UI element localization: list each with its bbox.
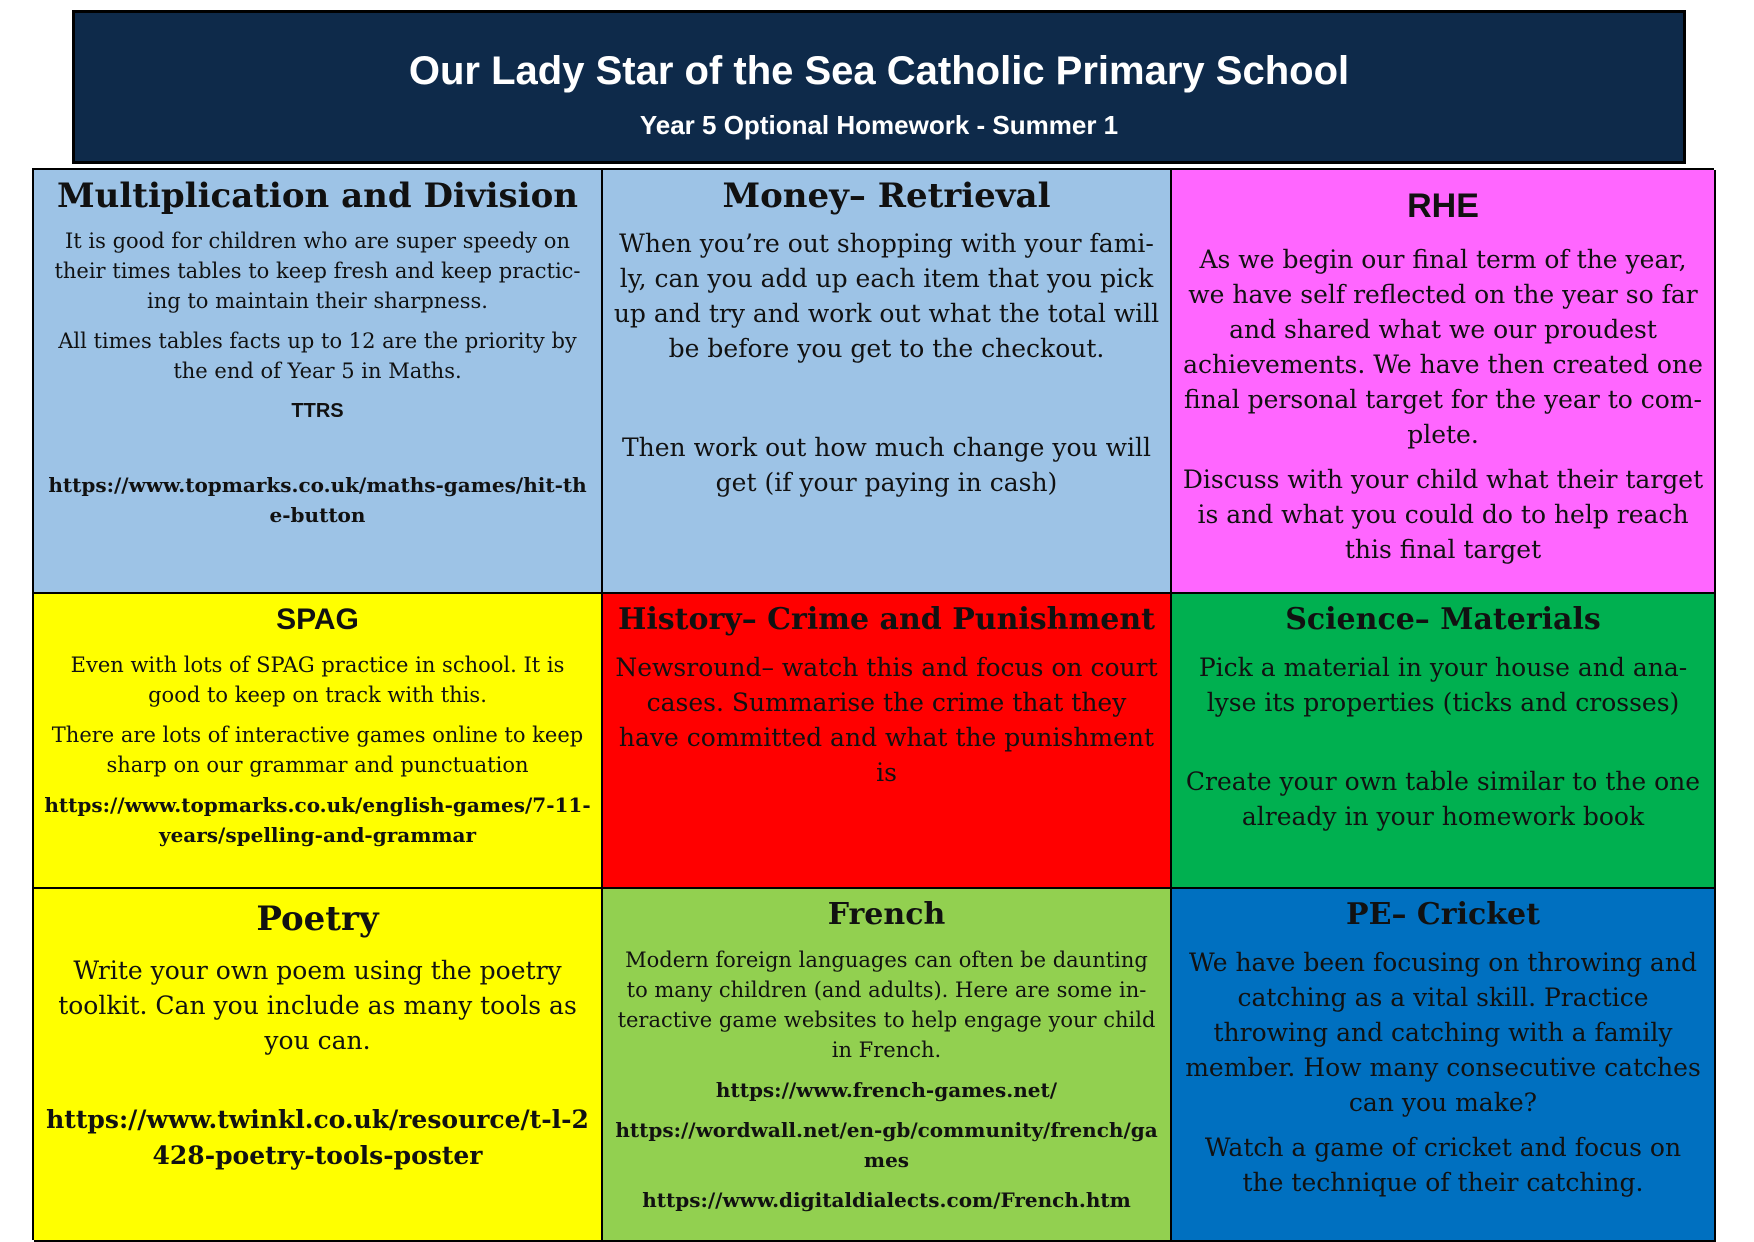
spag-link[interactable]: https://www.topmarks.co.uk/english-games/7-11-years/spelling-and-grammar (44, 793, 591, 847)
homework-grid (32, 168, 1714, 1240)
pe-text-2: Watch a game of cricket and focus on the technique of their catching. (1204, 1133, 1682, 1197)
history-text-1: Newsround– watch this and focus on court cases. Summarise the crime that they have committed and what the punishment is (615, 653, 1158, 787)
pe-text-1: We have been focusing on throwing and catching as a vital skill. Practice throwing and catching with a family member. How many consecutive catches can you make? (1185, 948, 1701, 1117)
science-cell (1172, 594, 1716, 889)
spag-cell (34, 594, 603, 889)
history-title: History– Crime and Punishment (618, 602, 1155, 637)
spag-title: SPAG (276, 603, 359, 636)
rhe-cell (1172, 170, 1716, 594)
multiplication-ttrs: TTRS (291, 400, 344, 422)
french-link-1[interactable]: https://www.french-games.net/ (715, 1078, 1058, 1102)
french-link-2[interactable]: https://wordwall.net/en-gb/community/french/games (615, 1118, 1158, 1172)
multiplication-title: Multiplication and Division (57, 176, 578, 216)
money-text-1: When you’re out shopping with your fami-ly, can you add up each item that you pick up and try and work out what the total will be before you get to the checkout. (613, 229, 1160, 363)
poetry-title: Poetry (256, 899, 379, 939)
science-text-2: Create your own table similar to the one already in your homework book (1185, 767, 1701, 831)
science-title: Science– Materials (1285, 602, 1601, 637)
money-text-2: Then work out how much change you will get (if your paying in cash) (621, 433, 1152, 497)
spag-text-1: Even with lots of SPAG practice in school. It is good to keep on track with this. (70, 653, 565, 707)
french-link-3[interactable]: https://www.digitaldialects.com/French.htm (642, 1188, 1131, 1212)
multiplication-text-1: It is good for children who are super speedy on their times tables to keep fresh and keep practic-ing to maintain their sharpness. (54, 229, 581, 313)
homework-subtitle: Year 5 Optional Homework - Summer 1 (639, 110, 1119, 140)
science-text-1: Pick a material in your house and ana-lyse its properties (ticks and crosses) (1198, 653, 1688, 717)
spag-text-2: There are lots of interactive games online to keep sharp on our grammar and punctuation (51, 723, 584, 777)
page-header (72, 10, 1686, 164)
poetry-link[interactable]: https://www.twinkl.co.uk/resource/t-l-2428-poetry-tools-poster (46, 1105, 589, 1170)
multiplication-cell (34, 170, 603, 594)
french-text-1: Modern foreign languages can often be daunting to many children (and adults). Here are some in-teractive game websites to help engage your child in French. (617, 948, 1156, 1062)
history-cell (603, 594, 1172, 889)
multiplication-link[interactable]: https://www.topmarks.co.uk/maths-games/hit-the-button (48, 473, 587, 527)
poetry-text-1: Write your own poem using the poetry toolkit. Can you include as many tools as you can. (58, 956, 577, 1055)
pe-title: PE– Cricket (1346, 897, 1540, 932)
multiplication-text-2: All times tables facts up to 12 are the priority by the end of Year 5 in Maths. (58, 329, 577, 383)
school-title: Our Lady Star of the Sea Catholic Primary School (408, 49, 1350, 93)
money-title: Money– Retrieval (722, 176, 1051, 216)
rhe-text-1: As we begin our final term of the year, we have self reflected on the year so far and shared what we our proudest achievements. We have then created one final personal target for the year to com-plete. (1183, 245, 1703, 449)
poetry-cell (34, 889, 603, 1242)
pe-cell (1172, 889, 1716, 1242)
french-cell (603, 889, 1172, 1242)
french-title: French (827, 897, 946, 932)
rhe-text-2: Discuss with your child what their target is and what you could do to help reach this final target (1182, 465, 1704, 564)
rhe-title: RHE (1407, 187, 1479, 225)
money-cell (603, 170, 1172, 594)
